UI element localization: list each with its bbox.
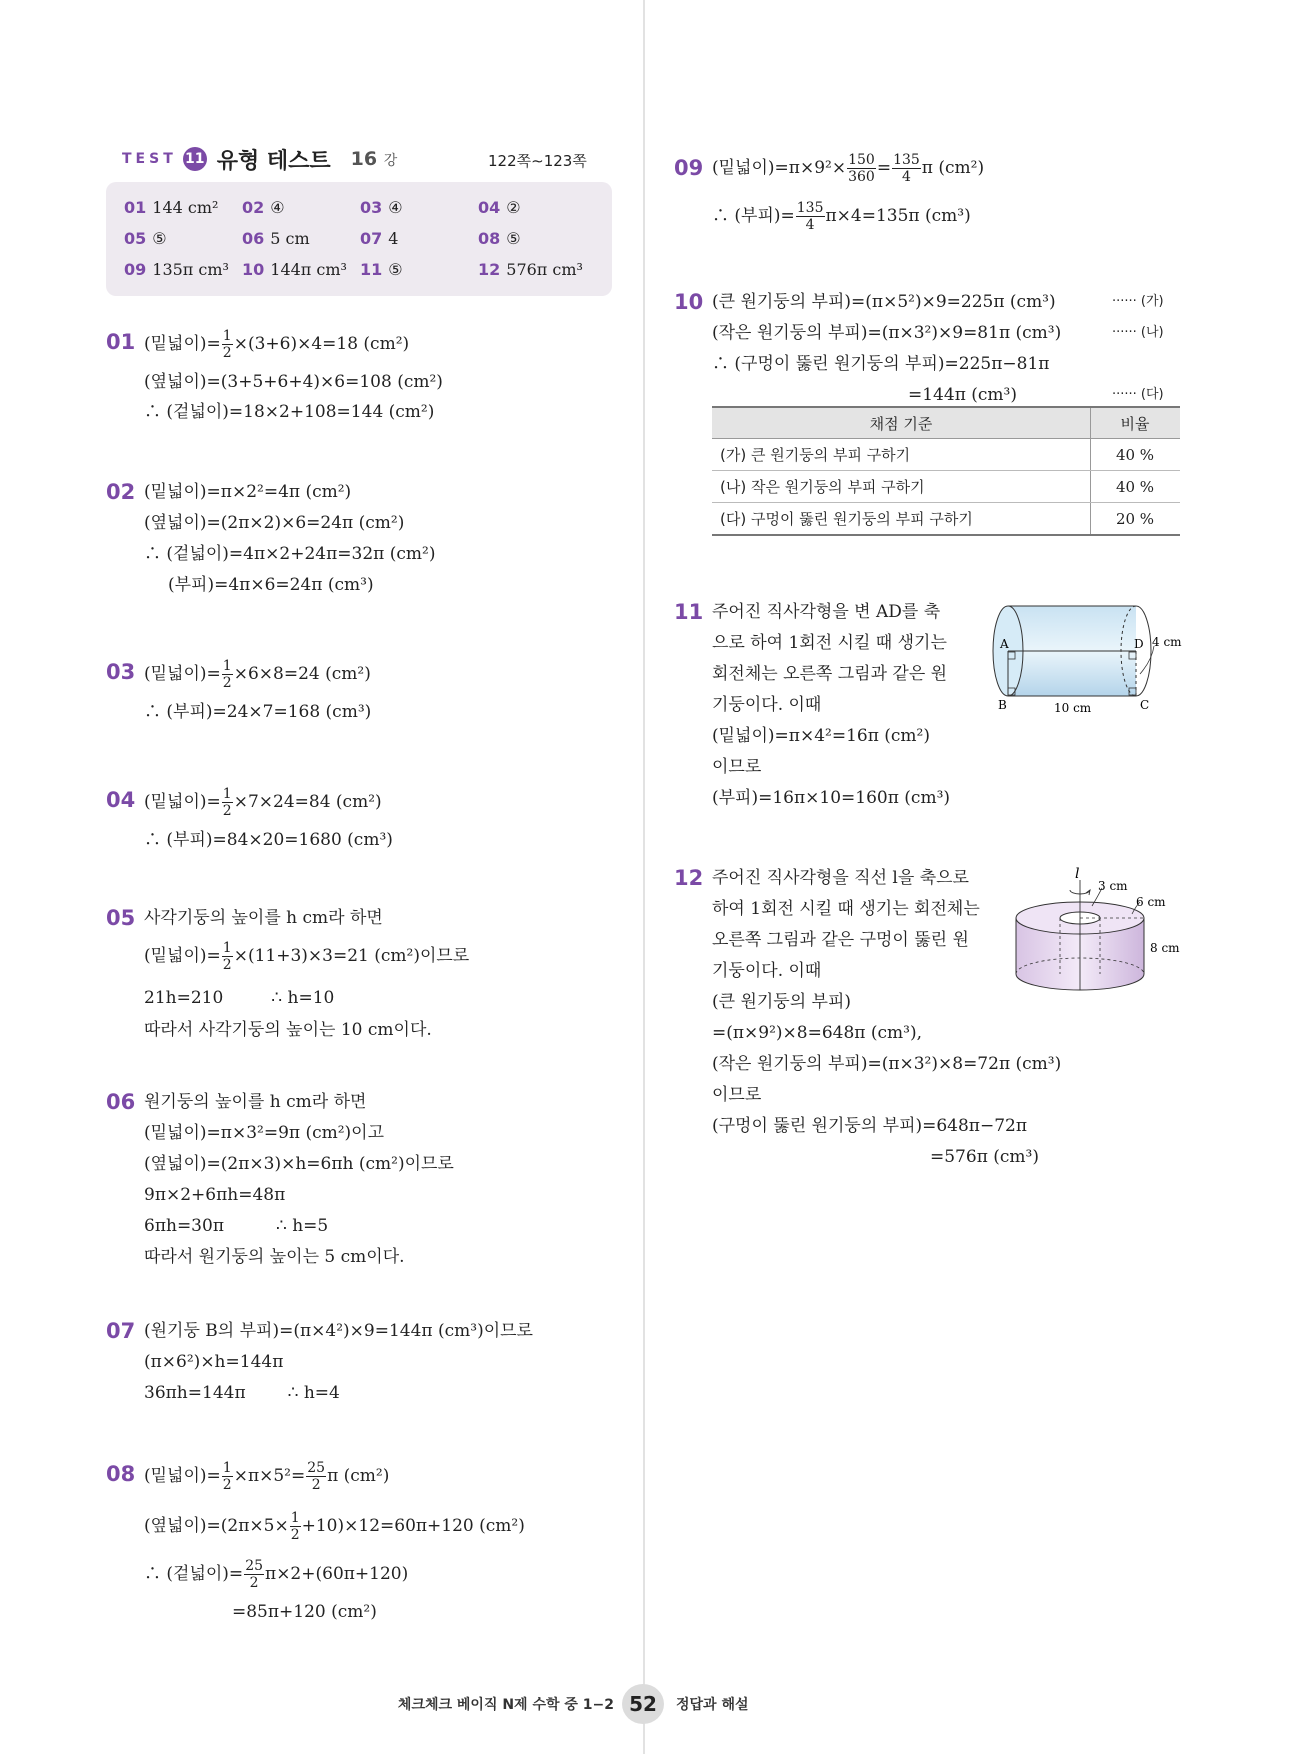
hollow-cylinder-figure — [1012, 866, 1192, 996]
solution-line: (옆넓이)=(2π×5× $\frac{1}{2}$ +10)×12=60π+120 (cm²) — [144, 1510, 525, 1543]
solution-line: 오른쪽 그림과 같은 구멍이 뚫린 원 — [712, 930, 969, 950]
step-marker: ······ (나) — [1112, 325, 1164, 340]
problem-number: 09 — [674, 156, 704, 180]
solution-line: ∴ (부피)=24×7=168 (cm³) — [144, 702, 372, 722]
solution-line: 따라서 사각기둥의 높이는 10 cm이다. — [144, 1020, 432, 1040]
answer-item: 07 4 — [360, 229, 399, 248]
solution-line: 이므로 — [712, 757, 762, 777]
solution-line: (밑넓이)=π×2²=4π (cm²) — [144, 482, 352, 502]
solution-line: (부피)=4π×6=24π (cm³) — [168, 575, 374, 595]
solution-line: 6πh=30π ∴ h=5 — [144, 1216, 329, 1236]
label-length: 10 cm — [1054, 701, 1092, 715]
solution-line: 주어진 직사각형을 직선 l을 축으로 — [712, 868, 969, 888]
solution-line: 원기둥의 높이를 h cm라 하면 — [144, 1092, 367, 1112]
solution-line: ∴ (부피)= $\frac{135}{4}$ π×4=135π (cm³) — [712, 200, 971, 233]
problem-number: 04 — [106, 788, 136, 812]
label-radius: 4 cm — [1152, 635, 1182, 649]
table-row: (나) 작은 원기둥의 부피 구하기 40 % — [712, 471, 1180, 503]
page-divider — [643, 0, 645, 1754]
solution-line: ∴ (겉넓이)=18×2+108=144 (cm²) — [144, 402, 435, 422]
label-outer-radius: 6 cm — [1136, 895, 1166, 909]
solution-line: (밑넓이)= $\frac{1}{2}$ ×π×5²= $\frac{25}{2}$ π (cm²) — [144, 1460, 390, 1493]
answer-item: 10 144π cm³ — [242, 260, 347, 279]
solution-line: (π×6²)×h=144π — [144, 1352, 284, 1372]
solution-line: (밑넓이)= $\frac{1}{2}$ ×6×8=24 (cm²) — [144, 658, 371, 691]
test-number-badge: 11 — [183, 147, 207, 171]
solution-line: =576π (cm³) — [930, 1147, 1039, 1167]
problem-number: 05 — [106, 906, 136, 930]
answer-item: 05 ⑤ — [124, 229, 167, 248]
page-footer — [0, 1684, 1300, 1724]
solution-line: (옆넓이)=(2π×3)×h=6πh (cm²)이므로 — [144, 1154, 454, 1174]
solution-line: ∴ (부피)=84×20=1680 (cm³) — [144, 830, 393, 850]
solution-line: =144π (cm³) — [908, 385, 1017, 405]
problem-number: 03 — [106, 660, 136, 684]
solution-line: ∴ (구멍이 뚫린 원기둥의 부피)=225π−81π — [712, 354, 1050, 374]
solution-line: 하여 1회전 시킬 때 생기는 회전체는 — [712, 899, 980, 919]
solution-line: 따라서 원기둥의 높이는 5 cm이다. — [144, 1247, 405, 1267]
solution-line: (밑넓이)=π×9²× $\frac{150}{360}$ = $\frac{135}{4}$ π (cm²) — [712, 152, 985, 185]
solution-line: 이므로 — [712, 1085, 762, 1105]
solution-line: 사각기둥의 높이를 h cm라 하면 — [144, 908, 383, 928]
answer-item: 06 5 cm — [242, 229, 310, 248]
problem-number: 07 — [106, 1319, 136, 1343]
problem-number: 01 — [106, 330, 136, 354]
book-title: 체크체크 베이직 N제 수학 중 1−2 — [397, 1697, 614, 1713]
solution-line: 기둥이다. 이때 — [712, 961, 822, 981]
solution-line: 36πh=144π ∴ h=4 — [144, 1383, 340, 1403]
answer-item: 01 144 cm² — [124, 198, 219, 217]
step-marker: ······ (가) — [1112, 294, 1164, 309]
solution-line: 21h=210 ∴ h=10 — [144, 988, 335, 1008]
label-inner-radius: 3 cm — [1098, 879, 1128, 893]
problem-number: 11 — [674, 600, 704, 624]
test-label: TEST — [122, 151, 177, 167]
solution-line: (밑넓이)= $\frac{1}{2}$ ×(3+6)×4=18 (cm²) — [144, 328, 410, 361]
cylinder-figure — [988, 596, 1188, 726]
solution-line: (큰 원기둥의 부피)=(π×5²)×9=225π (cm³) — [712, 292, 1056, 312]
problem-number: 08 — [106, 1462, 136, 1486]
answer-item: 11 ⑤ — [360, 260, 403, 279]
table-row: (가) 큰 원기둥의 부피 구하기 40 % — [712, 439, 1180, 471]
solution-line: (부피)=16π×10=160π (cm³) — [712, 788, 951, 808]
solution-line: (밑넓이)=π×4²=16π (cm²) — [712, 726, 930, 746]
solution-line: (밑넓이)=π×3²=9π (cm²)이고 — [144, 1123, 385, 1143]
answer-item: 04 ② — [478, 198, 521, 217]
solution-line: (밑넓이)= $\frac{1}{2}$ ×(11+3)×3=21 (cm²)이므로 — [144, 940, 470, 973]
problem-number: 12 — [674, 866, 704, 890]
problem-number: 06 — [106, 1090, 136, 1114]
label-axis: l — [1075, 866, 1080, 882]
label-height: 8 cm — [1150, 941, 1180, 955]
problem-number: 02 — [106, 480, 136, 504]
solution-line: 기둥이다. 이때 — [712, 695, 822, 715]
solution-line: (원기둥 B의 부피)=(π×4²)×9=144π (cm³)이므로 — [144, 1321, 533, 1341]
label-d: D — [1134, 637, 1144, 651]
test-pages: 122쪽∼123쪽 — [488, 152, 587, 170]
solution-line: (구멍이 뚫린 원기둥의 부피)=648π−72π — [712, 1116, 1028, 1136]
label-a: A — [1000, 637, 1009, 651]
solution-line: ∴ (겉넓이)= $\frac{25}{2}$ π×2+(60π+120) — [144, 1558, 409, 1591]
answer-item: 12 576π cm³ — [478, 260, 583, 279]
solution-line: (작은 원기둥의 부피)=(π×3²)×9=81π (cm³) — [712, 323, 1062, 343]
solution-line: (옆넓이)=(3+5+6+4)×6=108 (cm²) — [144, 372, 443, 392]
page-number: 52 — [622, 1684, 664, 1724]
test-lesson: 16 강 — [350, 148, 398, 170]
solution-line: (큰 원기둥의 부피) — [712, 992, 852, 1012]
solution-line: 9π×2+6πh=48π — [144, 1185, 286, 1205]
label-b: B — [998, 698, 1007, 712]
solution-line: (밑넓이)= $\frac{1}{2}$ ×7×24=84 (cm²) — [144, 786, 382, 819]
test-header — [122, 144, 397, 174]
solution-line: =85π+120 (cm²) — [232, 1602, 377, 1622]
answer-box — [106, 182, 612, 296]
problem-number: 10 — [674, 290, 704, 314]
solution-line: 회전체는 오른쪽 그림과 같은 원 — [712, 664, 948, 684]
solution-line: 으로 하여 1회전 시킬 때 생기는 — [712, 633, 947, 653]
table-row: (다) 구멍이 뚫린 원기둥의 부피 구하기 20 % — [712, 503, 1180, 536]
table-header: 채점 기준 — [712, 407, 1091, 439]
answer-item: 03 ④ — [360, 198, 403, 217]
solution-line: ∴ (겉넓이)=4π×2+24π=32π (cm²) — [144, 544, 436, 564]
step-marker: ······ (다) — [1112, 387, 1164, 402]
solution-line: (옆넓이)=(2π×2)×6=24π (cm²) — [144, 513, 405, 533]
solution-line: 주어진 직사각형을 변 AD를 축 — [712, 602, 941, 622]
table-header: 비율 — [1091, 407, 1181, 439]
section-title: 정답과 해설 — [676, 1697, 749, 1713]
answer-item: 02 ④ — [242, 198, 285, 217]
solution-line: =(π×9²)×8=648π (cm³), — [712, 1023, 923, 1043]
label-c: C — [1140, 698, 1150, 712]
answer-item: 09 135π cm³ — [124, 260, 229, 279]
solution-line: (작은 원기둥의 부피)=(π×3²)×8=72π (cm³) — [712, 1054, 1062, 1074]
answer-item: 08 ⑤ — [478, 229, 521, 248]
scoring-table — [712, 406, 1180, 536]
test-title: 유형 테스트 — [216, 148, 331, 174]
